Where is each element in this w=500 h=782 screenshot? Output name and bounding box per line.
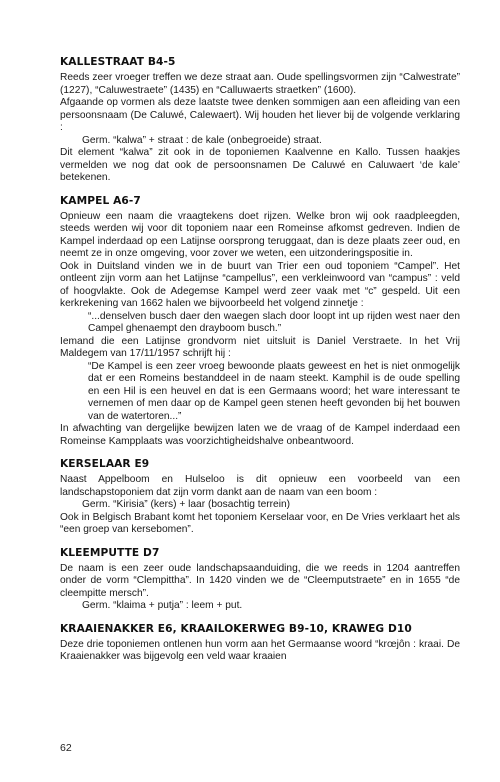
paragraph: Ook in Belgisch Brabant komt het toponiem Kerselaar voor, en De Vries verklaart het als “een groep van kersebomen”. — [60, 511, 460, 535]
paragraph: Iemand die een Latijnse grondvorm niet uitsluit is Daniel Verstraete. In het Vrij Maldegem van 17/11/1957 schrijft hij : — [60, 335, 460, 359]
indented-line: Germ. “Kirisia” (kers) + laar (bosachtig terrein) — [82, 499, 291, 510]
paragraph: De naam is een zeer oude landschapsaanduiding, die we reeds in 1204 aantreffen onder de vorm “Clempittha”. In 1420 vinden we de “Cleemputstraete” en in 1655 “de cleempitte mersch”. — [60, 562, 460, 599]
page-body — [60, 56, 460, 674]
indented-line: Germ. “kalwa” + straat : de kale (onbegroeide) straat. — [82, 134, 322, 146]
section-kleemputte — [60, 547, 460, 613]
quotation: “De Kampel is een zeer vroeg bewoonde plaats geweest en het is niet onmogelijk dat er een Romeins bestanddeel in de naam steekt. Kamphil is de oude spelling en een Hil is een heuvel en dat is een Germaans woord; het ware interessant te vernemen of men daar op de Kampel geen stenen heeft gevonden bij het bouwen van de watertoren...” — [88, 360, 460, 422]
section-kraaienakker — [60, 623, 460, 664]
section-heading: KERSELAAR E9 — [60, 458, 150, 470]
paragraph: Opnieuw een naam die vraagtekens doet rijzen. Welke bron wij ook raadpleegden, steeds werden wij voor dit toponiem naar een Romeinse afkomst gedreven. Indien de Kampel inderdaad op een Latijnse oorsprong teruggaat, dan is deze plaats zeer oud, en neemt ze in onze omgeving, voor zover we weten, een uitzonderingspositie in. — [60, 210, 460, 259]
indented-line: Germ. “klaima + putja” : leem + put. — [82, 600, 243, 611]
paragraph: Reeds zeer vroeger treffen we deze straat aan. Oude spellingsvormen zijn “Calwestrate” (1227), “Caluwestraete” (1435) en “Calluwaerts straetken” (1600). — [60, 72, 460, 96]
section-kampel — [60, 195, 460, 449]
section-kallestraat — [60, 56, 460, 185]
section-heading: KRAAIENAKKER E6, KRAAILOKERWEG B9-10, KRAWEG D10 — [60, 622, 412, 635]
quotation: “...denselven busch daer den waegen slach door loopt int up rijden west naer den Campel ghenaempt den drayboom busch.” — [88, 310, 460, 334]
paragraph: Dit element “kalwa” zit ook in de toponiemen Kaalvenne en Kallo. Tussen haakjes vermelden we nog dat ook de persoonsnamen De Caluwé en Caluwaert ‘de kale’ betekenen. — [60, 147, 460, 183]
section-heading: KLEEMPUTTE D7 — [60, 546, 160, 559]
paragraph: In afwachting van dergelijke bewijzen laten we de vraag of de Kampel inderdaad een Romeinse Kampplaats was voorzichtigheidshalve onbeantwoord. — [60, 423, 460, 447]
section-kerselaar — [60, 458, 460, 537]
paragraph: Afgaande op vormen als deze laatste twee denken sommigen aan een afleiding van een persoonsnaam (De Caluwé, Calewaert). Wij houden het liever bij de volgende verklaring : — [60, 97, 460, 133]
section-heading: KALLESTRAAT B4-5 — [60, 56, 176, 68]
paragraph: Naast Appelboom en Hulseloo is dit opnieuw een voorbeeld van een landschapstoponiem dat zijn vorm dankt aan de naam van een boom : — [60, 474, 460, 498]
page-number: 62 — [60, 742, 72, 754]
paragraph: Deze drie toponiemen ontlenen hun vorm aan het Germaanse woord “krœjôn : kraai. De Kraaienakker was bijgevolg een veld waar kraaien — [60, 638, 460, 662]
section-heading: KAMPEL A6-7 — [60, 194, 141, 207]
paragraph: Ook in Duitsland vinden we in de buurt van Trier een oud toponiem “Campel”. Het ontleent zijn vorm aan het Latijnse “campellus”, een verkleinwoord van “campus” : veld of hoogvlakte. Ook de Adegemse Kampel werd zeer vaak met “c” gespeld. Uit een kerkrekening van 1662 halen we bijvoorbeeld het volgend zinnetje : — [60, 260, 460, 309]
